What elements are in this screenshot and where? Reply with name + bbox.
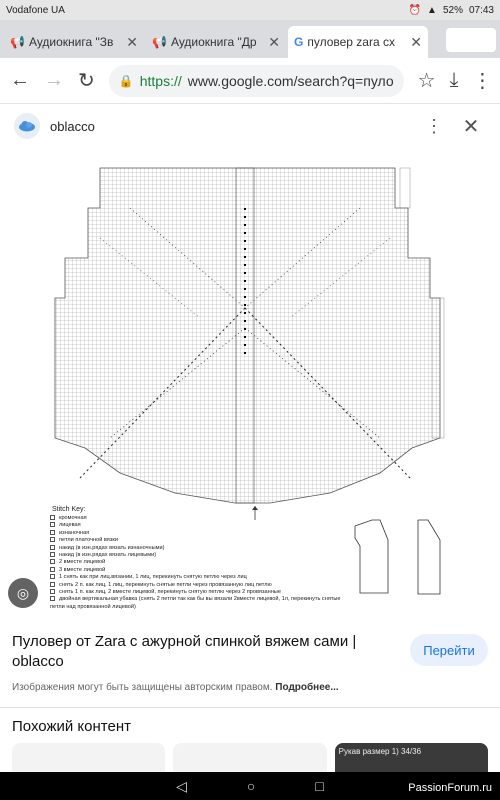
new-tab-button[interactable] [446, 28, 496, 52]
site-logo [14, 113, 40, 139]
star-icon[interactable]: ☆ [417, 70, 436, 92]
status-bar [0, 0, 500, 20]
address-bar[interactable] [109, 65, 404, 97]
browser-toolbar [0, 58, 500, 104]
similar-content-title: Похожий контент [12, 718, 131, 735]
carrier-label: Vodafone UA [6, 4, 65, 16]
stitch-key-item: накид (в изн.рядах вязать изнаночными) [50, 545, 350, 552]
stitch-key-item: изнаночная [50, 530, 350, 537]
watermark: PassionForum.ru [408, 782, 492, 794]
result-title[interactable]: Пуловер от Zara с ажурной спинкой вяжем сами | oblacco [12, 633, 357, 670]
megaphone-icon: 📢 [152, 35, 167, 49]
result-row [0, 618, 500, 672]
close-icon[interactable]: ✕ [268, 33, 280, 50]
url-text: www.google.com/search?q=пуло [187, 72, 394, 89]
google-icon: G [294, 35, 304, 49]
home-nav-icon[interactable]: ○ [246, 778, 256, 794]
close-icon[interactable]: ✕ [126, 33, 138, 50]
stitch-key-item: 1 снять как при лиц.вязании, 1 лиц, перекинуть снятую петлю через лиц [50, 574, 350, 581]
tab-title: пуловер zara сх [307, 35, 395, 49]
stitch-key-title: Stitch Key: [52, 506, 86, 513]
knitting-chart-image[interactable] [0, 148, 500, 618]
menu-icon[interactable]: ⋮ [472, 70, 493, 92]
status-right [409, 5, 494, 16]
image-panel-header [0, 104, 500, 148]
tab-google-search[interactable] [288, 26, 428, 58]
url-scheme: https:// [139, 72, 182, 89]
megaphone-icon: 📢 [10, 35, 25, 49]
stitch-key-item: 2 вместе лицевой [50, 559, 350, 566]
stitch-key-item: накид (в изн.рядах вязать лицевыми) [50, 552, 350, 559]
more-options-icon[interactable]: ⋮ [425, 115, 443, 136]
tab-bar [0, 20, 500, 58]
recents-nav-icon[interactable]: □ [315, 778, 324, 794]
wifi-icon: ▲ [427, 4, 437, 16]
lock-icon: 🔒 [118, 73, 134, 88]
thumb-caption: Рукав размер 1) 34/36 [338, 747, 422, 756]
visit-button[interactable]: Перейти [410, 634, 488, 666]
stitch-key-item: 3 вместе лицевой [50, 567, 350, 574]
copyright-notice [0, 672, 500, 693]
close-icon[interactable]: ✕ [410, 33, 422, 50]
stitch-key-item: снять 1 п. как лиц, 2 вместе лицевой, перекинуть снятую петлю через 2 провязанные [50, 589, 350, 596]
stitch-key-item: лицевая [50, 522, 350, 529]
tab-audiobook-1[interactable] [4, 26, 144, 58]
reload-icon[interactable]: ↻ [78, 70, 95, 92]
close-panel-icon[interactable]: ✕ [462, 115, 480, 138]
alarm-icon: ⏰ [408, 4, 422, 16]
more-link[interactable]: Подробнее... [275, 682, 339, 693]
system-nav-bar [0, 772, 500, 800]
tab-title: Аудиокнига "Др [170, 35, 257, 49]
lens-icon[interactable]: ◎ [8, 578, 38, 608]
tab-title: Аудиокнига "Зв [28, 35, 114, 49]
sleeve-diagram [355, 520, 440, 594]
forward-arrow-icon[interactable]: → [44, 69, 64, 91]
stitch-key-item: кромочная [50, 515, 350, 522]
back-nav-icon[interactable]: ◁ [176, 777, 187, 794]
stitch-key-item: снять 2 п. как лиц, 1 лиц, перекинуть снятые петли через провязанную лиц петлю [50, 582, 350, 589]
back-arrow-icon[interactable]: ← [10, 69, 30, 91]
download-icon[interactable]: ⤓ [449, 69, 459, 91]
tab-audiobook-2[interactable] [146, 26, 286, 58]
clock-label: 07:43 [468, 4, 494, 16]
site-name[interactable]: oblacco [50, 118, 95, 134]
stitch-key-item: двойная вертикальная убавка (снять 2 петли так как бы вы вязали 2вместе лицевой, 1л, перекинуть снятые петли над провязанной лицевой) [50, 596, 341, 610]
battery-label: 52% [442, 4, 463, 16]
copyright-text: Изображения могут быть защищены авторским правом. [12, 682, 273, 693]
stitch-key-item: петли платочной вязки [50, 537, 350, 544]
